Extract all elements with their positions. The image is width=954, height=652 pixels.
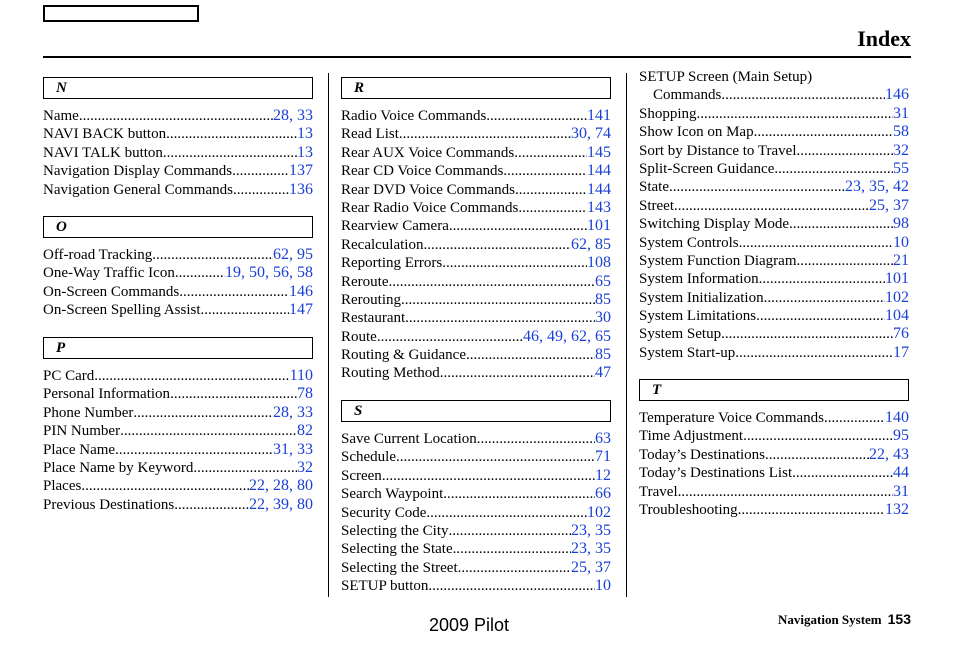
entry-term: Radio Voice Commands xyxy=(341,108,487,124)
footer-model: 2009 Pilot xyxy=(429,615,510,635)
entry-page-link[interactable]: 13 xyxy=(297,143,313,161)
footer-page-info xyxy=(778,611,911,628)
leader-dots xyxy=(166,125,297,143)
leader-dots xyxy=(423,236,571,254)
index-entry xyxy=(341,162,611,180)
entry-term: Rear DVD Voice Commands xyxy=(341,181,516,198)
entry-term: Personal Information xyxy=(43,386,171,403)
entry-page-link[interactable]: 44 xyxy=(893,464,909,482)
leader-dots xyxy=(515,181,587,199)
index-entry xyxy=(639,409,909,427)
entry-page-link[interactable]: 98 xyxy=(893,215,909,233)
entry-page-link[interactable]: 23, 35 xyxy=(571,521,611,539)
index-entry xyxy=(639,307,909,325)
leader-dots xyxy=(678,483,893,501)
index-entry xyxy=(43,459,313,477)
entry-page-link[interactable]: 71 xyxy=(595,448,611,466)
entry-page-link[interactable]: 30, 74 xyxy=(571,125,611,143)
entry-page-link[interactable]: 22, 43 xyxy=(869,445,909,463)
index-section-o xyxy=(43,216,313,320)
entry-term: Commands xyxy=(653,87,722,104)
leader-dots xyxy=(458,559,571,577)
entry-page-link[interactable]: 31, 33 xyxy=(273,440,313,458)
index-entry xyxy=(341,199,611,217)
leader-dots xyxy=(175,264,225,282)
leader-dots xyxy=(674,197,869,215)
entry-page-link[interactable]: 58 xyxy=(893,123,909,141)
entry-term: Rearview Camera xyxy=(341,218,449,235)
index-entry xyxy=(341,144,611,162)
entry-term: Rear AUX Voice Commands xyxy=(341,144,515,161)
entry-term: Reroute xyxy=(341,273,389,290)
leader-dots xyxy=(201,301,290,319)
entry-term: Navigation Display Commands xyxy=(43,163,233,180)
entry-page-link[interactable]: 23, 35 xyxy=(571,540,611,558)
entry-term: Phone Number xyxy=(43,404,134,421)
index-section-s-continued xyxy=(639,68,909,362)
entry-term: Selecting the State xyxy=(341,541,453,558)
entry-term: Name xyxy=(43,108,79,124)
index-entry xyxy=(341,522,611,540)
entry-page-link[interactable]: 95 xyxy=(893,427,909,445)
entry-page-link[interactable]: 31 xyxy=(893,482,909,500)
entry-term: Split-Screen Guidance xyxy=(639,160,775,177)
entry-page-link[interactable]: 147 xyxy=(289,301,313,319)
entry-term: System Information xyxy=(639,271,759,288)
leader-dots xyxy=(792,464,893,482)
entry-term: Restaurant xyxy=(341,310,406,327)
index-entry xyxy=(341,485,611,503)
index-entry xyxy=(639,86,909,104)
entry-page-link[interactable]: 65 xyxy=(595,272,611,290)
leader-dots xyxy=(426,504,587,522)
leader-dots xyxy=(440,364,595,382)
leader-dots xyxy=(486,107,587,125)
index-entry xyxy=(639,483,909,501)
leader-dots xyxy=(669,178,845,196)
entry-term: Today’s Destinations xyxy=(639,446,766,463)
leader-dots xyxy=(797,142,894,160)
section-header: T xyxy=(639,379,909,401)
section-header: P xyxy=(43,337,313,359)
index-entry xyxy=(639,123,909,141)
entry-page-link[interactable]: 55 xyxy=(893,159,909,177)
entry-page-link[interactable]: 78 xyxy=(297,385,313,403)
entry-page-link[interactable]: 13 xyxy=(297,125,313,143)
index-entry xyxy=(639,142,909,160)
index-section-t xyxy=(639,379,909,519)
entry-term: Selecting the Street xyxy=(341,559,458,576)
entry-page-link[interactable]: 143 xyxy=(587,198,611,216)
entry-term: Recalculation xyxy=(341,236,424,253)
leader-dots xyxy=(79,107,273,125)
leader-dots xyxy=(115,441,273,459)
leader-dots xyxy=(382,467,595,485)
leader-dots xyxy=(232,162,289,180)
index-entry xyxy=(639,252,909,270)
entry-page-link[interactable]: 85 xyxy=(595,290,611,308)
index-section-n xyxy=(43,77,313,199)
entry-page-link[interactable]: 82 xyxy=(297,422,313,440)
entry-term: NAVI BACK button xyxy=(43,126,167,143)
entry-page-link[interactable]: 101 xyxy=(885,270,909,288)
entry-term: Street xyxy=(639,197,674,214)
index-entry xyxy=(341,125,611,143)
entry-page-link[interactable]: 19, 50, 56, 58 xyxy=(225,264,313,282)
index-entry xyxy=(639,197,909,215)
entry-term: Navigation General Commands xyxy=(43,181,233,198)
index-entry xyxy=(639,215,909,233)
leader-dots xyxy=(442,254,587,272)
entry-page-link[interactable]: 46, 49, 62, 65 xyxy=(523,327,611,345)
index-entry xyxy=(639,464,909,482)
leader-dots xyxy=(765,446,869,464)
entry-term: Places xyxy=(43,478,82,495)
index-entry xyxy=(43,162,313,180)
leader-dots xyxy=(170,385,297,403)
entry-term: Today’s Destinations List xyxy=(639,465,793,482)
entry-term: System Controls xyxy=(639,234,739,251)
index-entry xyxy=(43,283,313,301)
entry-term: Sort by Distance to Travel xyxy=(639,142,797,159)
index-entry xyxy=(639,178,909,196)
entry-page-link[interactable]: 47 xyxy=(595,364,611,382)
leader-dots xyxy=(388,273,595,291)
entry-term: Off-road Tracking xyxy=(43,247,153,263)
entry-page-link[interactable]: 76 xyxy=(893,325,909,343)
index-entry xyxy=(639,289,909,307)
index-entry xyxy=(341,540,611,558)
section-header: O xyxy=(43,216,313,238)
index-entry xyxy=(639,325,909,343)
index-entry xyxy=(341,346,611,364)
index-entry xyxy=(43,477,313,495)
entry-term: Place Name xyxy=(43,441,116,458)
entry-page-link[interactable]: 30 xyxy=(595,309,611,327)
index-entry xyxy=(43,441,313,459)
entry-term: Routing & Guidance xyxy=(341,347,466,364)
index-entry xyxy=(639,160,909,178)
leader-dots xyxy=(152,246,273,264)
index-entry xyxy=(43,367,313,385)
leader-dots xyxy=(721,86,885,104)
leader-dots xyxy=(233,181,289,199)
index-entry xyxy=(341,309,611,327)
entry-page-link[interactable]: 62, 95 xyxy=(273,246,313,263)
entry-page-link[interactable]: 110 xyxy=(289,367,313,384)
index-entry-lead: SETUP Screen (Main Setup) xyxy=(639,69,813,85)
entry-page-link[interactable]: 66 xyxy=(595,485,611,503)
entry-term: On-Screen Spelling Assist xyxy=(43,302,201,319)
entry-page-link[interactable]: 32 xyxy=(297,458,313,476)
entry-page-link[interactable]: 28, 33 xyxy=(273,107,313,124)
leader-dots xyxy=(503,162,587,180)
entry-term: Previous Destinations xyxy=(43,496,175,513)
entry-term: Time Adjustment xyxy=(639,428,744,445)
entry-term: Show Icon on Map xyxy=(639,124,754,141)
leader-dots xyxy=(789,215,893,233)
entry-term: Schedule xyxy=(341,449,396,466)
entry-page-link[interactable]: 28, 33 xyxy=(273,403,313,421)
entry-term: Save Current Location xyxy=(341,431,477,447)
section-header: N xyxy=(43,77,313,99)
entry-page-link[interactable]: 31 xyxy=(893,104,909,122)
entry-page-link[interactable]: 144 xyxy=(587,180,611,198)
leader-dots xyxy=(81,477,249,495)
leader-dots xyxy=(743,427,893,445)
entry-term: Rerouting xyxy=(341,291,401,308)
entry-term: Read List xyxy=(341,126,399,143)
leader-dots xyxy=(401,291,595,309)
index-entry xyxy=(341,430,611,448)
entry-term: Rear CD Voice Commands xyxy=(341,163,504,180)
index-entry xyxy=(341,504,611,522)
entry-term: PC Card xyxy=(43,368,95,384)
entry-term: Routing Method xyxy=(341,365,440,382)
entry-page-link[interactable]: 140 xyxy=(885,409,909,426)
header-tab-box xyxy=(43,5,199,22)
leader-dots xyxy=(94,367,289,385)
entry-term: Temperature Voice Commands xyxy=(639,410,825,426)
section-header: S xyxy=(341,400,611,422)
entry-page-link[interactable]: 12 xyxy=(595,466,611,484)
index-section-r xyxy=(341,77,611,383)
index-entry xyxy=(43,246,313,264)
leader-dots xyxy=(193,459,297,477)
entry-term: System Initialization xyxy=(639,289,764,306)
entry-page-link[interactable]: 62, 85 xyxy=(571,235,611,253)
entry-term: Rear Radio Voice Commands xyxy=(341,199,519,216)
leader-dots xyxy=(163,144,297,162)
leader-dots xyxy=(466,346,595,364)
header-rule xyxy=(43,56,911,58)
entry-page-link[interactable]: 22, 28, 80 xyxy=(249,477,313,495)
index-entry xyxy=(43,107,313,125)
entry-term: NAVI TALK button xyxy=(43,144,163,161)
leader-dots xyxy=(405,309,595,327)
entry-page-link[interactable]: 23, 35, 42 xyxy=(845,178,909,196)
index-entry xyxy=(341,559,611,577)
index-entry xyxy=(639,234,909,252)
index-entry xyxy=(639,105,909,123)
leader-dots xyxy=(518,199,587,217)
index-section-p xyxy=(43,337,313,514)
index-entry xyxy=(43,301,313,319)
entry-term: SETUP button xyxy=(341,578,429,595)
entry-term: Screen xyxy=(341,467,382,484)
leader-dots xyxy=(797,252,894,270)
index-entry xyxy=(43,385,313,403)
leader-dots xyxy=(756,307,885,325)
leader-dots xyxy=(824,409,885,427)
entry-page-link[interactable]: 145 xyxy=(587,143,611,161)
entry-page-link[interactable]: 102 xyxy=(587,503,611,521)
entry-page-link[interactable]: 108 xyxy=(587,254,611,272)
leader-dots xyxy=(133,404,273,422)
index-entry xyxy=(43,264,313,282)
index-entry xyxy=(341,291,611,309)
leader-dots xyxy=(739,234,893,252)
leader-dots xyxy=(759,270,885,288)
index-entry xyxy=(341,328,611,346)
entry-term: One-Way Traffic Icon xyxy=(43,265,175,282)
entry-term: Troubleshooting xyxy=(639,501,738,518)
leader-dots xyxy=(174,496,249,514)
entry-term: PIN Number xyxy=(43,423,121,440)
leader-dots xyxy=(449,217,587,235)
entry-term: System Limitations xyxy=(639,308,757,325)
index-entry xyxy=(341,254,611,272)
entry-term: Shopping xyxy=(639,105,697,122)
leader-dots xyxy=(697,105,893,123)
entry-page-link[interactable]: 63 xyxy=(595,430,611,447)
entry-page-link[interactable]: 10 xyxy=(595,577,611,595)
index-entry xyxy=(639,427,909,445)
index-entry xyxy=(341,181,611,199)
leader-dots xyxy=(453,540,571,558)
index-entry xyxy=(341,467,611,485)
leader-dots xyxy=(396,448,595,466)
entry-term: Security Code xyxy=(341,504,427,521)
leader-dots xyxy=(448,522,571,540)
entry-page-link[interactable]: 10 xyxy=(893,233,909,251)
index-entry xyxy=(43,496,313,514)
entry-page-link[interactable]: 85 xyxy=(595,346,611,364)
index-entry xyxy=(43,422,313,440)
index-entry xyxy=(43,404,313,422)
index-entry xyxy=(43,144,313,162)
entry-page-link[interactable]: 25, 37 xyxy=(571,558,611,576)
entry-page-link[interactable]: 132 xyxy=(885,500,909,518)
page-number: 153 xyxy=(887,611,911,627)
index-entry xyxy=(341,364,611,382)
leader-dots xyxy=(754,123,893,141)
column-divider xyxy=(626,73,627,597)
entry-term: Route xyxy=(341,328,377,345)
entry-term: Travel xyxy=(639,483,678,500)
entry-page-link[interactable]: 17 xyxy=(893,343,909,361)
entry-page-link[interactable]: 141 xyxy=(587,107,611,124)
leader-dots xyxy=(120,422,297,440)
index-entry xyxy=(341,577,611,595)
leader-dots xyxy=(443,485,595,503)
entry-term: Search Waypoint xyxy=(341,486,444,503)
leader-dots xyxy=(477,430,595,448)
leader-dots xyxy=(738,501,885,519)
entry-page-link[interactable]: 104 xyxy=(885,307,909,325)
index-entry xyxy=(639,270,909,288)
entry-term: System Function Diagram xyxy=(639,252,797,269)
leader-dots xyxy=(179,283,289,301)
section-header: R xyxy=(341,77,611,99)
entry-term: System Setup xyxy=(639,326,722,343)
entry-term: Switching Display Mode xyxy=(639,216,789,233)
index-entry xyxy=(43,125,313,143)
index-entry xyxy=(341,448,611,466)
entry-page-link[interactable]: 146 xyxy=(885,86,909,104)
index-entry xyxy=(639,344,909,362)
entry-page-link[interactable]: 137 xyxy=(289,162,313,180)
entry-term: System Start-up xyxy=(639,344,736,361)
entry-page-link[interactable]: 146 xyxy=(289,282,313,300)
leader-dots xyxy=(764,289,885,307)
leader-dots xyxy=(399,125,571,143)
entry-term: Selecting the City xyxy=(341,522,449,539)
entry-term: State xyxy=(639,179,669,196)
leader-dots xyxy=(514,144,587,162)
index-entry xyxy=(341,273,611,291)
index-section-s xyxy=(341,400,611,596)
index-entry xyxy=(639,501,909,519)
entry-page-link[interactable]: 102 xyxy=(885,288,909,306)
entry-term: On-Screen Commands xyxy=(43,283,180,300)
entry-term: Reporting Errors xyxy=(341,255,443,272)
leader-dots xyxy=(377,328,523,346)
index-entry xyxy=(341,236,611,254)
entry-page-link[interactable]: 32 xyxy=(893,141,909,159)
index-entry xyxy=(341,217,611,235)
index-entry xyxy=(43,181,313,199)
page-title: Index xyxy=(857,26,911,51)
column-divider xyxy=(328,73,329,597)
entry-page-link[interactable]: 144 xyxy=(587,162,611,180)
entry-page-link[interactable]: 22, 39, 80 xyxy=(249,495,313,513)
index-entry xyxy=(341,107,611,125)
index-entry xyxy=(639,446,909,464)
footer-section: Navigation System xyxy=(778,612,882,627)
leader-dots xyxy=(735,344,893,362)
leader-dots xyxy=(428,577,595,595)
entry-term: Place Name by Keyword xyxy=(43,459,194,476)
entry-page-link[interactable]: 101 xyxy=(587,217,611,235)
leader-dots xyxy=(774,160,893,178)
entry-page-link[interactable]: 25, 37 xyxy=(869,196,909,214)
entry-page-link[interactable]: 136 xyxy=(289,180,313,198)
leader-dots xyxy=(721,325,893,343)
entry-page-link[interactable]: 21 xyxy=(893,251,909,269)
